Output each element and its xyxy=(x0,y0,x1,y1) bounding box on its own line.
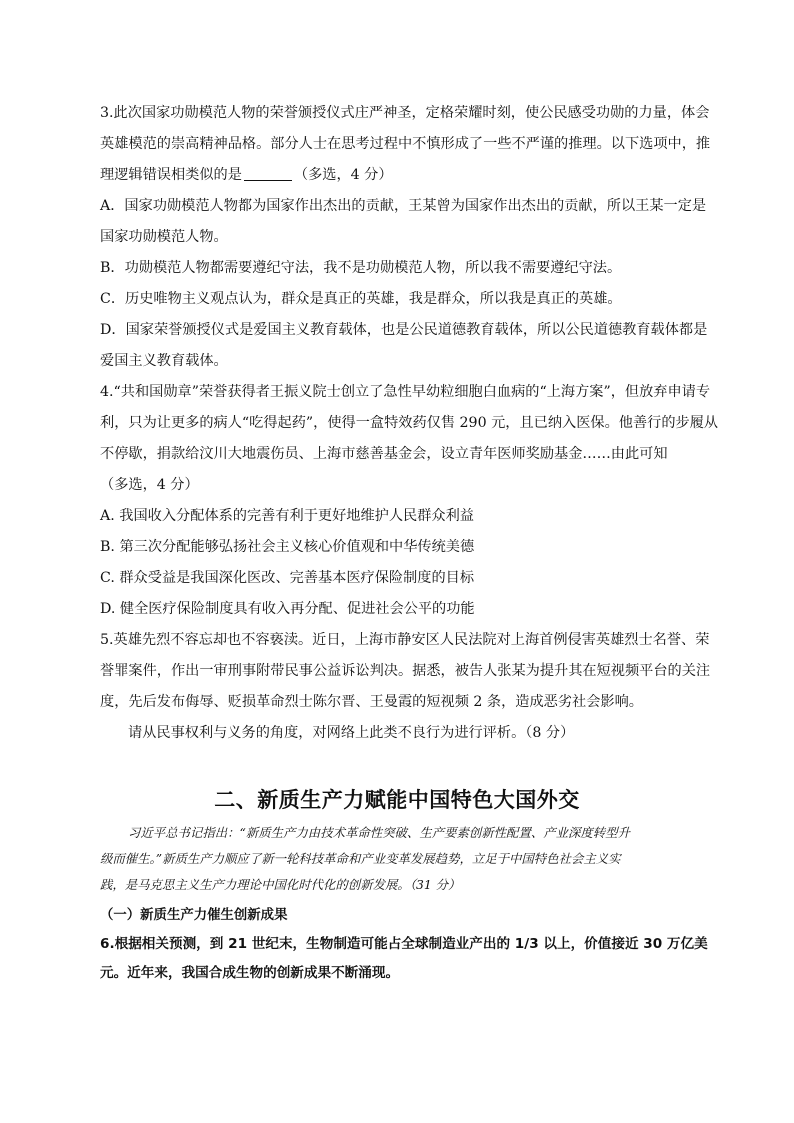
q3-option-d-line-2: 爱国主义教育载体。 xyxy=(100,353,228,369)
q3-stem-line-1: 3.此次国家功勋模范人物的荣誉颁授仪式庄严神圣，定格荣耀时刻，使公民感受功勋的力量，体会 xyxy=(100,105,710,121)
question-4 xyxy=(100,377,719,625)
question-5 xyxy=(100,625,711,749)
subsection-heading: （一）新质生产力催生创新成果 xyxy=(100,908,288,923)
q3-stem-after-blank: （多选，4 分） xyxy=(293,167,393,183)
q4-stem-line-3: 不停歇，捐款给汶川大地震伤员、上海市慈善基金会，设立青年医师奖励基金……由此可知 xyxy=(100,446,668,462)
q4-option-c: C. 群众受益是我国深化医改、完善基本医疗保险制度的目标 xyxy=(100,570,475,586)
q3-option-b: B．功勋模范人物都需要遵纪守法，我不是功勋模范人物，所以我不需要遵纪守法。 xyxy=(100,260,622,276)
answer-blank xyxy=(244,166,292,181)
q5-stem-line-3: 度，先后发布侮辱、贬损革命烈士陈尔晋、王曼霞的短视频 2 条，造成恶劣社会影响。 xyxy=(100,694,643,710)
q4-stem-line-4: （多选，4 分） xyxy=(100,477,199,493)
q4-option-a: A. 我国收入分配体系的完善有利于更好地维护人民群众利益 xyxy=(100,508,474,524)
q3-stem-line-2: 英雄模范的崇高精神品格。部分人士在思考过程中不慎形成了一些不严谨的推理。以下选项中，推 xyxy=(100,136,711,152)
section-2-title: 二、新质生产力赋能中国特色大国外交 xyxy=(214,788,580,812)
q3-stem-before-blank: 理逻辑错误相类似的是 xyxy=(100,167,242,183)
q3-option-c: C．历史唯物主义观点认为，群众是真正的英雄，我是群众，所以我是真正的英雄。 xyxy=(100,291,622,307)
q6-line-2: 元。近年来，我国合成生物的创新成果不断涌现。 xyxy=(100,965,400,981)
section-2-intro xyxy=(100,820,696,898)
question-6 xyxy=(100,930,708,988)
intro-line-1: 习近平总书记指出：“新质生产力由技术革命性突破、生产要素创新性配置、产业深度转型升 xyxy=(128,825,630,840)
q5-prompt: 请从民事权利与义务的角度，对网络上此类不良行为进行评析。（8 分） xyxy=(128,725,575,741)
q3-stem-line-3 xyxy=(100,160,696,191)
q3-option-a-line-1: A．国家功勋模范人物都为国家作出杰出的贡献，王某曾为国家作出杰出的贡献，所以王某一定是 xyxy=(100,198,707,214)
q4-option-b: B. 第三次分配能够弘扬社会主义核心价值观和中华传统美德 xyxy=(100,539,475,555)
q4-stem-line-1: 4.“共和国勋章”荣誉获得者王振义院士创立了急性早幼粒细胞白血病的“上海方案”，但放弃申请专 xyxy=(100,384,711,400)
intro-line-2: 级而催生。”新质生产力顺应了新一轮科技革命和产业变革发展趋势，立足于中国特色社会主义实 xyxy=(100,851,621,866)
q5-stem-line-1: 5.英雄先烈不容忘却也不容亵渎。近日，上海市静安区人民法院对上海首例侵害英雄烈士名誉、荣 xyxy=(100,632,710,648)
q4-stem-line-2: 利，只为让更多的病人“吃得起药”，使得一盒特效药仅售 290 元，且已纳入医保。他善行的步履从 xyxy=(100,415,719,431)
q3-option-d-line-1: D．国家荣誉颁授仪式是爱国主义教育载体，也是公民道德教育载体，所以公民道德教育载体都是 xyxy=(100,322,708,338)
q5-stem-line-2: 誉罪案件，作出一审刑事附带民事公益诉讼判决。据悉，被告人张某为提升其在短视频平台的关注 xyxy=(100,663,711,679)
q4-option-d: D. 健全医疗保险制度具有收入再分配、促进社会公平的功能 xyxy=(100,601,475,617)
question-3 xyxy=(100,98,711,377)
intro-line-3: 践，是马克思主义生产力理论中国化时代化的创新发展。（31 分） xyxy=(100,877,461,892)
q3-option-a-line-2: 国家功勋模范人物。 xyxy=(100,229,228,245)
q6-line-1: 6.根据相关预测，到 21 世纪末，生物制造可能占全球制造业产出的 1/3 以上，价值接近 30 万亿美 xyxy=(100,936,708,952)
